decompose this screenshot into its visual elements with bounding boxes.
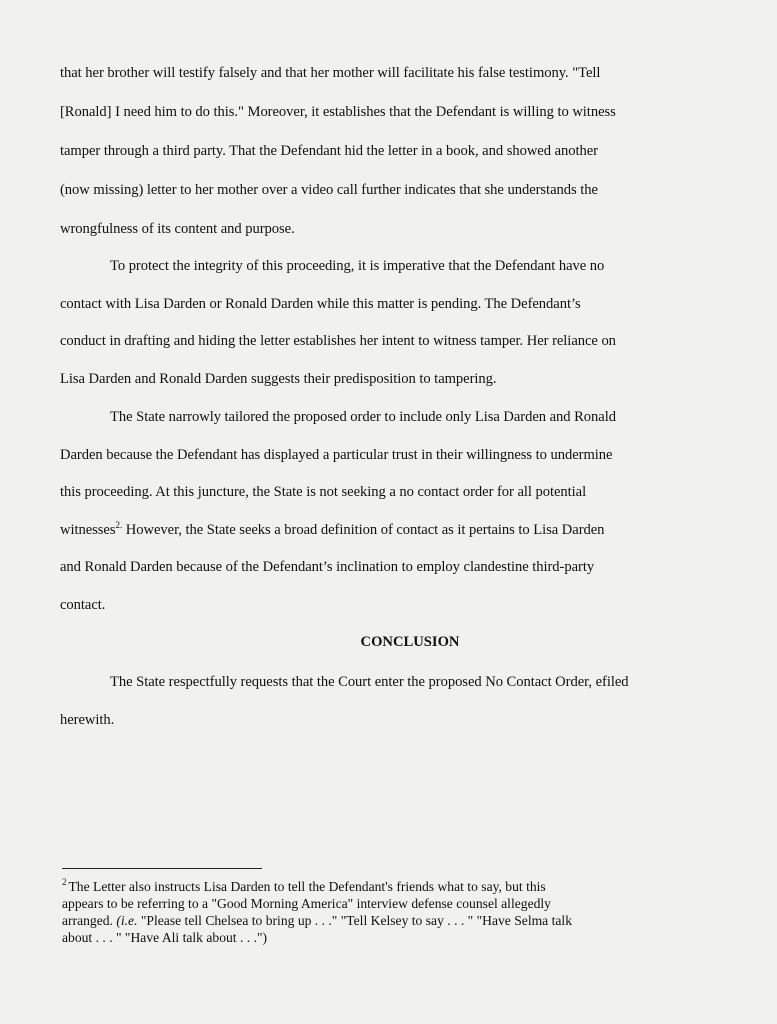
body-line: Lisa Darden and Ronald Darden suggests their predisposition to tampering. <box>60 371 497 387</box>
body-line: (now missing) letter to her mother over a video call further indicates that she understands the <box>60 182 598 198</box>
footnote-separator <box>62 868 262 869</box>
paragraph-first-line: The State respectfully requests that the Court enter the proposed No Contact Order, efiled <box>110 674 629 690</box>
body-line: and Ronald Darden because of the Defendant’s inclination to employ clandestine third-party <box>60 559 595 575</box>
body-line-with-footnote <box>60 521 604 539</box>
body-line: this proceeding. At this juncture, the State is not seeking a no contact order for all potential <box>60 484 587 500</box>
body-line: wrongfulness of its content and purpose. <box>60 221 295 237</box>
body-line: conduct in drafting and hiding the letter establishes her intent to witness tamper. Her reliance on <box>60 333 616 349</box>
body-line: that her brother will testify falsely and that her mother will facilitate his false testimony. "Tell <box>60 65 601 81</box>
footnote-text: arranged. <box>62 913 117 928</box>
footnote-text: "Please tell Chelsea to bring up . . ." "Tell Kelsey to say . . . " "Have Selma talk <box>137 913 572 928</box>
body-line: [Ronald] I need him to do this." Moreover, it establishes that the Defendant is willing to witness <box>60 104 616 120</box>
body-text: However, the State seeks a broad definition of contact as it pertains to Lisa Darden <box>122 522 605 538</box>
body-line: contact with Lisa Darden or Ronald Darden while this matter is pending. The Defendant’s <box>60 296 581 312</box>
body-line: tamper through a third party. That the Defendant hid the letter in a book, and showed another <box>60 143 598 159</box>
footnote-italic-text: (i.e. <box>116 913 138 928</box>
paragraph-first-line: The State narrowly tailored the proposed order to include only Lisa Darden and Ronald <box>110 409 616 425</box>
footnote-line: about . . . " "Have Ali talk about . . .") <box>62 930 268 945</box>
footnote-reference: 2. <box>115 520 123 531</box>
footnote-line: appears to be referring to a "Good Morning America" interview defense counsel allegedly <box>62 896 551 911</box>
footnote-text: The Letter also instructs Lisa Darden to tell the Defendant's friends what to say, but this <box>68 879 546 894</box>
body-line: Darden because the Defendant has displayed a particular trust in their willingness to undermine <box>60 447 613 463</box>
body-text: witnesses <box>60 522 116 538</box>
footnote-line <box>62 879 546 895</box>
body-line: herewith. <box>60 712 115 728</box>
footnote-number: 2 <box>62 877 67 888</box>
body-line: contact. <box>60 597 106 613</box>
section-heading: CONCLUSION <box>360 634 460 650</box>
paragraph-first-line: To protect the integrity of this proceeding, it is imperative that the Defendant have no <box>110 258 605 274</box>
footnote-line <box>62 913 572 929</box>
